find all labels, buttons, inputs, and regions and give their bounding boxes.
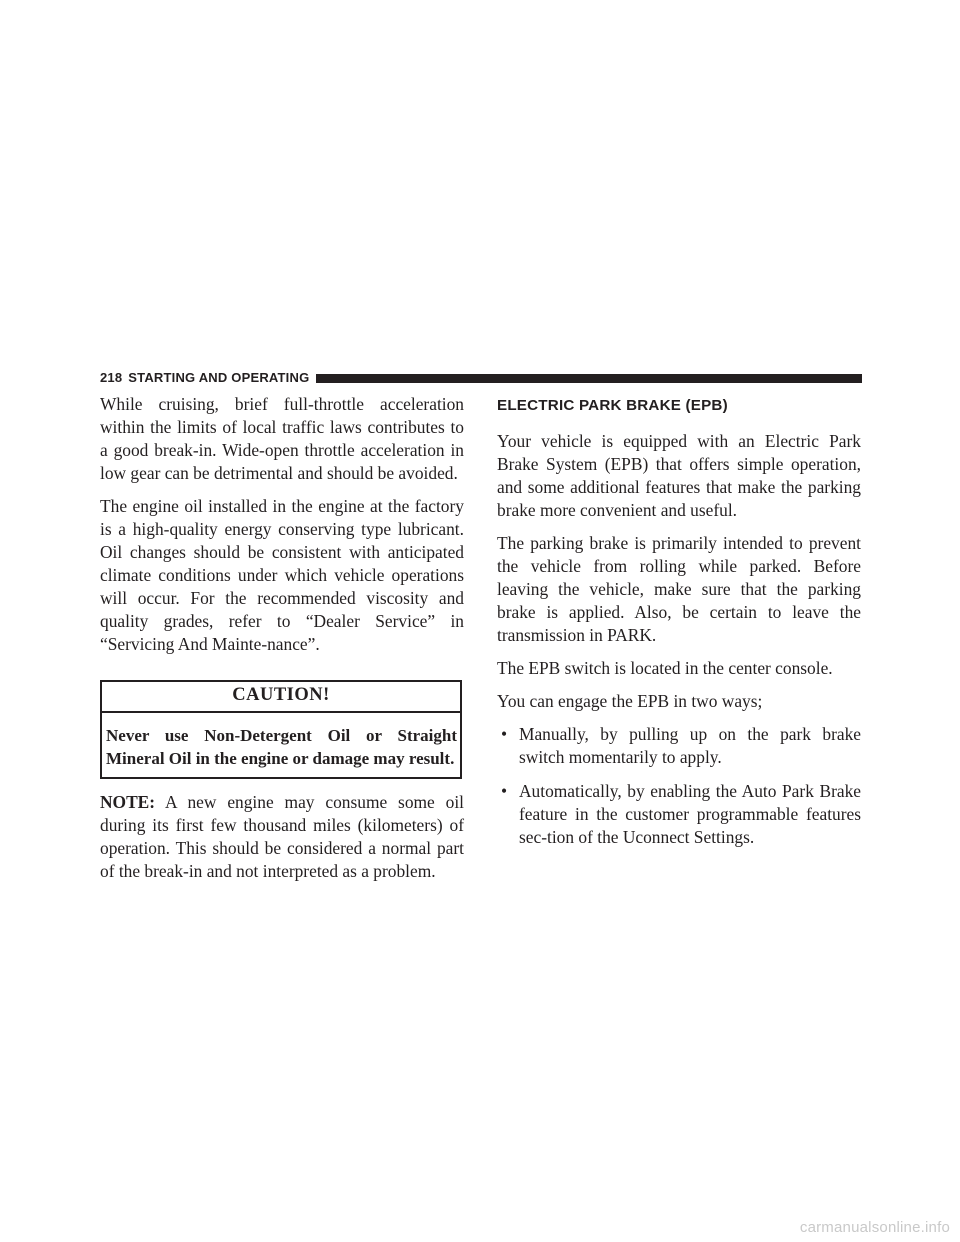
break-in-paragraph: While cruising, brief full-throttle acceleration within the limits of local traffic laws contributes to a good break-in. Wide-open throttle acceleration in low gear can be detrimental and should be avoided. — [100, 394, 464, 483]
bullet-icon: • — [501, 781, 508, 801]
list-item — [497, 723, 861, 769]
right-column — [497, 393, 861, 860]
note-label: NOTE: — [100, 792, 156, 812]
caution-title: CAUTION! — [102, 682, 460, 713]
left-column — [100, 393, 464, 893]
caution-body: Never use Non-Detergent Oil or Straight Mineral Oil in the engine or damage may result. — [106, 726, 457, 768]
list-item — [497, 780, 861, 849]
header-rule — [316, 374, 862, 383]
list-item-text: Automatically, by enabling the Auto Park Brake feature in the customer programmable features sec-tion of the Uconnect Settings. — [519, 781, 861, 847]
page-header — [100, 371, 862, 385]
section-title: STARTING AND OPERATING — [128, 370, 310, 385]
section-heading: ELECTRIC PARK BRAKE (EPB) — [497, 397, 728, 414]
epb-purpose-paragraph: The parking brake is primarily intended to prevent the vehicle from rolling while parked. Before leaving the vehicle, make sure that the parking brake is applied. Also, be certain to leave the transmission in PARK. — [497, 533, 861, 645]
epb-intro-paragraph: Your vehicle is equipped with an Electric Park Brake System (EPB) that offers simple operation, and some additional features that make the parking brake more convenient and useful. — [497, 431, 861, 520]
epb-location-paragraph: The EPB switch is located in the center console. — [497, 658, 833, 678]
bullet-icon: • — [501, 724, 508, 744]
list-item-text: Manually, by pulling up on the park brake switch momentarily to apply. — [519, 724, 861, 767]
note-paragraph — [100, 791, 464, 883]
note-text: A new engine may consume some oil during its first few thousand miles (kilometers) of operation. This should be considered a normal part of the break-in and not interpreted as a problem. — [100, 792, 465, 881]
page-number: 218 — [100, 370, 123, 385]
watermark: carmanualsonline.info — [799, 1219, 950, 1236]
caution-box — [100, 680, 462, 779]
engine-oil-paragraph: The engine oil installed in the engine at the factory is a high-quality energy conserving type lubricant. Oil changes should be consistent with anticipated climate conditions under which vehicle operations will occur. For the recommended viscosity and quality grades, refer to “Dealer Service” in “Servicing And Mainte-nance”. — [100, 496, 464, 654]
engage-methods-list — [497, 723, 861, 849]
epb-engage-paragraph: You can engage the EPB in two ways; — [497, 691, 763, 711]
